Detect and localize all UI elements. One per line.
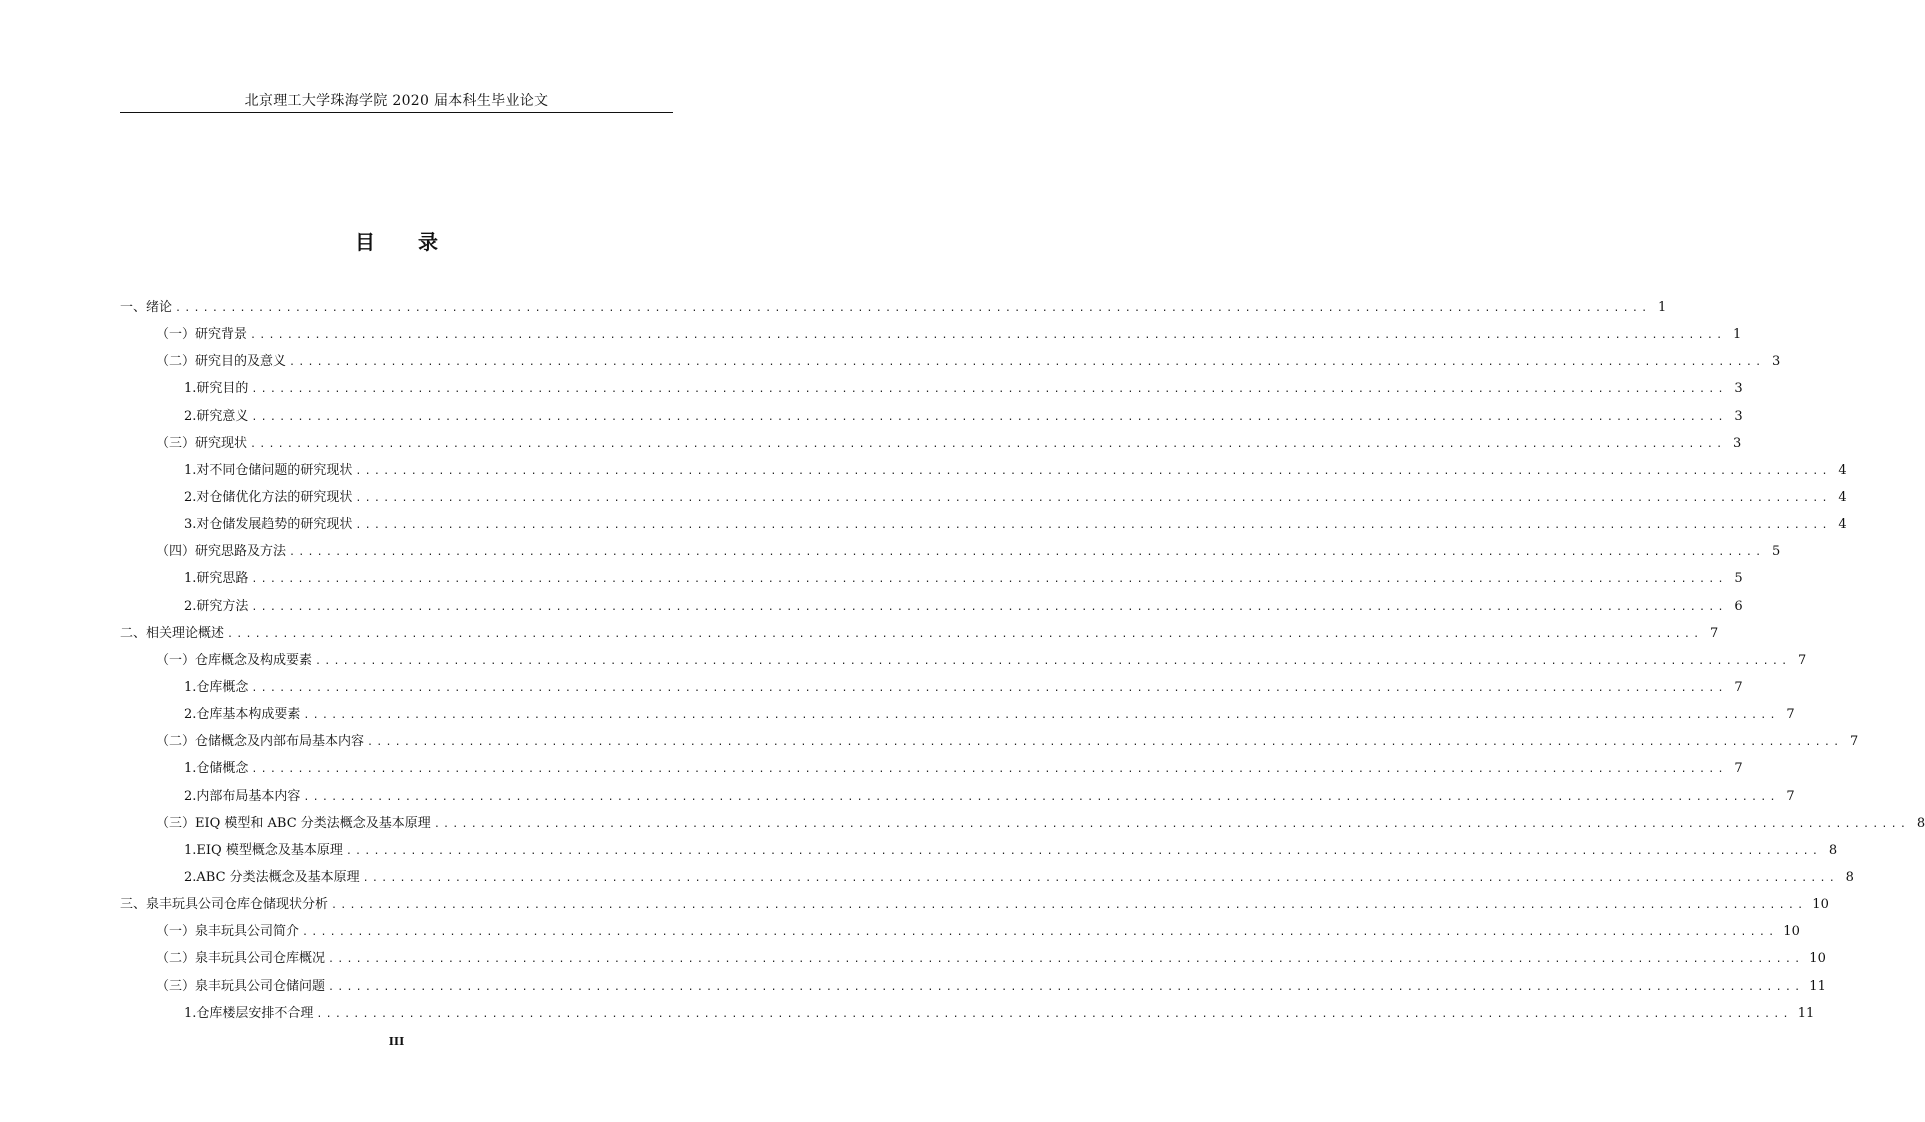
toc-entry[interactable] [120, 677, 1743, 704]
toc-dot-leader: ................................................................................................................................................................ [251, 384, 1727, 396]
toc-entry-page: 3 [1734, 408, 1743, 424]
toc-entry[interactable] [120, 867, 1854, 894]
toc-entry[interactable] [120, 786, 1795, 813]
toc-entry[interactable] [120, 623, 1719, 650]
toc-entry-label: 1.仓库楼层安排不合理 [184, 1005, 314, 1021]
toc-entry[interactable] [120, 921, 1800, 948]
toc-entry-page: 1 [1733, 327, 1742, 343]
toc-entry[interactable] [120, 297, 1667, 324]
toc-entry[interactable] [120, 324, 1742, 351]
toc-entry[interactable] [120, 460, 1847, 487]
toc-entry-page: 4 [1838, 517, 1847, 533]
toc-entry[interactable] [120, 758, 1743, 785]
toc-dot-leader: ................................................................................................................................................................ [251, 764, 1727, 776]
toc-title: 目 录 [355, 230, 456, 254]
toc-dot-leader: ................................................................................................................................................................ [355, 492, 1831, 504]
toc-entry-label: （四）研究思路及方法 [156, 544, 287, 560]
toc-entry-page: 7 [1734, 679, 1743, 695]
toc-dot-leader: ................................................................................................................................................................ [362, 872, 1838, 884]
toc-dot-leader: ................................................................................................................................................................ [251, 411, 1727, 423]
toc-entry[interactable] [120, 378, 1743, 405]
toc-entry-page: 3 [1772, 354, 1781, 370]
toc-entry[interactable] [120, 704, 1795, 731]
toc-entry-label: 三、泉丰玩具公司仓库仓储现状分析 [120, 897, 329, 913]
toc-entry-page: 10 [1783, 924, 1800, 940]
toc-entry-page: 7 [1850, 734, 1859, 750]
toc-dot-leader: ................................................................................................................................................................ [331, 900, 1807, 912]
toc-entry[interactable] [120, 406, 1743, 433]
header-rule [120, 112, 673, 113]
toc-entry[interactable] [120, 541, 1781, 568]
toc-dot-leader: ................................................................................................................................................................ [227, 628, 1703, 640]
toc-entry-label: 2.ABC 分类法概念及基本原理 [184, 869, 360, 885]
toc-dot-leader: ................................................................................................................................................................ [367, 737, 1843, 749]
toc-entry-page: 3 [1734, 381, 1743, 397]
toc-dot-leader: ................................................................................................................................................................ [302, 927, 1778, 939]
toc-entry-page: 10 [1809, 951, 1826, 967]
page-number: III [388, 1035, 405, 1048]
toc-entry-page: 4 [1838, 489, 1847, 505]
toc-dot-leader: ................................................................................................................................................................ [251, 574, 1727, 586]
toc-entry-label: 1.研究目的 [184, 381, 249, 397]
toc-entry-page: 8 [1916, 815, 1925, 831]
toc-entry-page: 7 [1786, 788, 1795, 804]
toc-dot-leader: ................................................................................................................................................................ [251, 682, 1727, 694]
toc-entry-label: 2.研究方法 [184, 598, 249, 614]
toc-entry-label: （三）泉丰玩具公司仓储问题 [156, 978, 326, 994]
toc-entry-label: （一）仓库概念及构成要素 [156, 652, 313, 668]
toc-entry-label: 1.仓库概念 [184, 679, 249, 695]
toc-entry[interactable] [120, 948, 1826, 975]
toc-entry[interactable] [120, 514, 1847, 541]
toc-entry-page: 4 [1838, 462, 1847, 478]
toc-entry-label: 2.研究意义 [184, 408, 249, 424]
toc-entry-label: （三）EIQ 模型和 ABC 分类法概念及基本原理 [156, 815, 431, 831]
toc-entry-label: （一）研究背景 [156, 327, 248, 343]
toc-entry-label: 2.内部布局基本内容 [184, 788, 301, 804]
toc-entry-page: 11 [1809, 978, 1826, 994]
toc-dot-leader: ................................................................................................................................................................ [175, 303, 1651, 314]
toc-entry[interactable] [120, 894, 1829, 921]
toc-entry-label: （二）仓储概念及内部布局基本内容 [156, 734, 365, 750]
toc-entry-page: 8 [1845, 869, 1854, 885]
toc-dot-leader: ................................................................................................................................................................ [303, 791, 1779, 803]
toc-entry-label: 3.对仓储发展趋势的研究现状 [184, 517, 353, 533]
toc-entry[interactable] [120, 976, 1826, 1003]
toc-dot-leader: ................................................................................................................................................................ [303, 710, 1779, 722]
toc-dot-leader: ................................................................................................................................................................ [345, 845, 1822, 857]
toc-entry-label: 1.对不同仓储问题的研究现状 [184, 462, 353, 478]
toc-dot-leader: ................................................................................................................................................................ [355, 465, 1831, 477]
toc-entry-page: 11 [1797, 1005, 1815, 1021]
toc-entry-page: 7 [1798, 652, 1807, 668]
toc-entry-page: 5 [1772, 544, 1781, 560]
toc-dot-leader: ................................................................................................................................................................ [355, 520, 1831, 532]
toc-dot-leader: ................................................................................................................................................................ [289, 547, 1765, 559]
toc-entry-label: 二、相关理论概述 [120, 625, 225, 641]
toc-entry[interactable] [120, 487, 1847, 514]
toc-entry[interactable] [120, 840, 1838, 867]
toc-entry-page: 8 [1828, 842, 1838, 858]
toc-entry-page: 7 [1734, 761, 1743, 777]
toc-dot-leader: ................................................................................................................................................................ [315, 655, 1791, 667]
toc-entry-page: 7 [1710, 625, 1719, 641]
toc-entry-label: 1.研究思路 [184, 571, 249, 587]
toc-dot-leader: ................................................................................................................................................................ [328, 981, 1804, 993]
toc-entry-page: 10 [1812, 897, 1829, 913]
toc-entry-page: 1 [1658, 300, 1667, 315]
toc-dot-leader: ................................................................................................................................................................ [316, 1008, 1792, 1020]
toc-entry[interactable] [120, 1003, 1815, 1030]
toc-entry[interactable] [120, 731, 1859, 758]
toc-entry-label: 2.仓库基本构成要素 [184, 707, 301, 723]
toc-entry[interactable] [120, 351, 1781, 378]
toc-entry-page: 3 [1733, 435, 1742, 451]
toc-entry-label: （三）研究现状 [156, 435, 248, 451]
toc-dot-leader: ................................................................................................................................................................ [250, 330, 1726, 342]
toc-entry-label: 1.EIQ 模型概念及基本原理 [184, 842, 343, 858]
toc-entry-label: （一）泉丰玩具公司简介 [156, 924, 300, 940]
toc-dot-leader: ................................................................................................................................................................ [328, 954, 1804, 966]
toc-dot-leader: ................................................................................................................................................................ [289, 357, 1765, 369]
page-header: 北京理工大学珠海学院 2020 届本科生毕业论文 [244, 93, 549, 109]
toc-entry-page: 7 [1786, 707, 1795, 723]
toc-entry-label: 2.对仓储优化方法的研究现状 [184, 489, 353, 505]
toc-entry-label: 一、绪论 [120, 300, 173, 315]
toc-dot-leader: ................................................................................................................................................................ [250, 438, 1726, 450]
toc-entry[interactable] [120, 568, 1743, 595]
toc-entry[interactable] [120, 433, 1742, 460]
toc-entry-label: 1.仓储概念 [184, 761, 249, 777]
toc-entry-label: （二）研究目的及意义 [156, 354, 287, 370]
toc-entry[interactable] [120, 813, 1925, 840]
toc-entry[interactable] [120, 650, 1807, 677]
toc-entry-page: 6 [1734, 598, 1743, 614]
toc-entry[interactable] [120, 596, 1743, 623]
toc-entry-label: （二）泉丰玩具公司仓库概况 [156, 951, 326, 967]
toc-entry-page: 5 [1734, 571, 1743, 587]
table-of-contents [120, 297, 1925, 1030]
toc-dot-leader: ................................................................................................................................................................ [433, 818, 1910, 830]
toc-dot-leader: ................................................................................................................................................................ [251, 601, 1727, 613]
